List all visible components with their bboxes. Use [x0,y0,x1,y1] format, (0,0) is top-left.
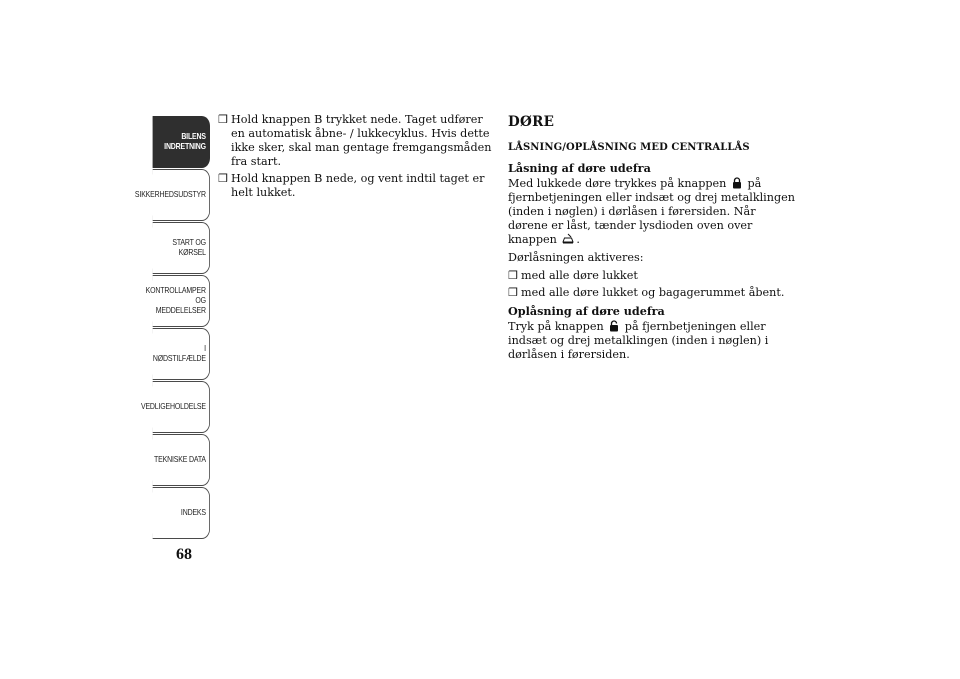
lock-paragraph [508,177,798,247]
section-title: DØRE [508,114,555,130]
unlock-heading: Oplåsning af døre udefra [508,304,665,318]
tab-kontrollamper[interactable]: KONTROLLAMPER OG MEDDELELSER [153,275,210,327]
list-item [508,286,798,300]
lock-heading: Låsning af døre udefra [508,161,651,175]
chapter-sidebar [134,116,210,540]
checkbox-bullet-icon: ❒ [508,269,518,282]
checkbox-bullet-icon: ❒ [218,172,228,185]
tab-tekniske-data[interactable]: TEKNISKE DATA [153,434,210,486]
unlock-text-b: på fjernbetjeningen eller indsæt og drej metalklingen (inden i nøglen) i dørlåsen i førersiden. [508,320,769,361]
lock-text-a: Med lukkede døre trykkes på knappen [508,177,727,190]
list-item [508,269,798,283]
unlock-paragraph [508,320,798,362]
list-item [218,113,493,169]
lock-icon [732,177,742,189]
list-item-text: Hold knappen B nede, og vent indtil taget er helt lukket. [231,172,485,199]
checkbox-bullet-icon: ❒ [218,113,228,126]
tab-bilens-indretning[interactable]: BILENS INDRETNING [153,116,210,168]
checkbox-bullet-icon: ❒ [508,286,518,299]
car-lock-icon [562,233,574,245]
list-item [218,172,493,200]
tab-vedligeholdelse[interactable]: VEDLIGEHOLDELSE [153,381,210,433]
tab-i-nodstilfaelde[interactable]: I NØDSTILFÆLDE [153,328,210,380]
unlock-icon [609,320,619,332]
tab-indeks[interactable]: INDEKS [153,487,210,539]
list-item-text: med alle døre lukket [521,269,638,282]
activation-text: Dørlåsningen aktiveres: [508,251,644,264]
unlock-text-a: Tryk på knappen [508,320,604,333]
subsection-title: LÅSNING/OPLÅSNING MED CENTRALLÅS [508,142,750,153]
list-item-text: med alle døre lukket og bagagerummet åbent. [521,286,785,299]
right-column [508,113,798,366]
page-number: 68 [176,546,192,563]
list-item-text: Hold knappen B trykket nede. Taget udfører en automatisk åbne- / lukkecyklus. Hvis dette ikke sker, skal man gentage fremgangsmåden fra start. [231,113,492,168]
lock-text-c: . [576,233,580,246]
tab-sikkerhedsudstyr[interactable]: SIKKERHEDSUDSTYR [153,169,210,221]
left-column [218,113,493,203]
lock-text-b: på fjernbetjeningen eller indsæt og drej metalklingen (inden i nøglen) i dørlåsen i førersiden. Når dørene er låst, tænder lysdioden oven over knappen [508,177,795,246]
tab-start-og-korsel[interactable]: START OG KØRSEL [153,222,210,274]
